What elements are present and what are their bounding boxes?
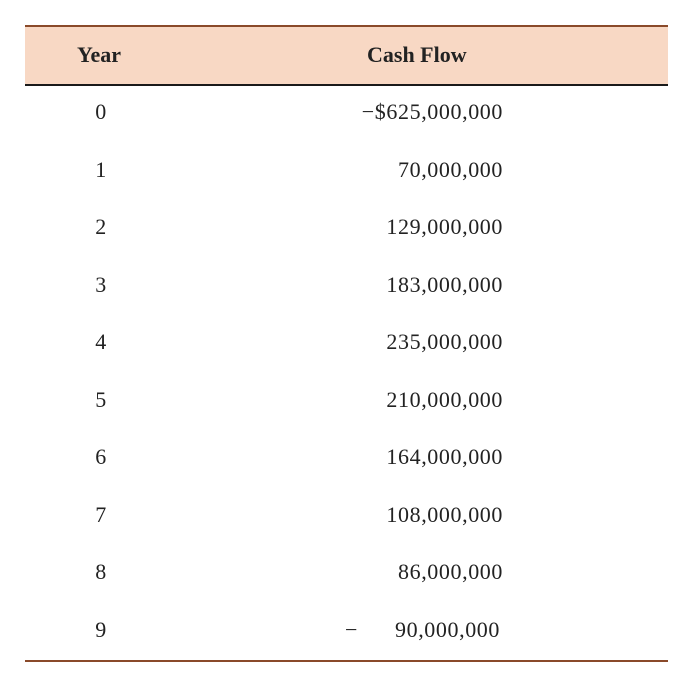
cash-flow-cell: −$625,000,000 <box>361 99 503 124</box>
year-cell: 6 <box>95 444 107 469</box>
table-row <box>25 316 668 374</box>
cash-flow-cell: 164,000,000 <box>386 444 503 469</box>
cash-flow-cell: 129,000,000 <box>386 214 503 239</box>
year-cell: 7 <box>95 501 107 527</box>
table-row <box>25 431 668 489</box>
table-row <box>25 546 668 604</box>
header-cash-flow: Cash Flow <box>367 42 467 67</box>
year-cell: 1 <box>95 156 107 182</box>
cash-flow-cell: 210,000,000 <box>386 386 503 412</box>
bottom-rule <box>25 660 668 662</box>
table-row <box>25 604 668 662</box>
year-cell: 2 <box>95 214 107 239</box>
table-row <box>25 201 668 259</box>
table-row <box>25 489 668 547</box>
cash-flow-cell: 108,000,000 <box>386 501 503 527</box>
table-body <box>25 86 668 661</box>
table-row <box>25 86 668 144</box>
year-cell: 4 <box>95 329 107 354</box>
cash-flow-cell: 183,000,000 <box>386 271 503 297</box>
cash-flow-table <box>25 25 668 661</box>
year-cell: 9 <box>95 616 107 642</box>
sign-cell: − <box>345 616 358 642</box>
cash-flow-cell: 70,000,000 <box>398 156 503 182</box>
cash-flow-cell: 235,000,000 <box>386 329 503 354</box>
table-header <box>25 27 668 86</box>
table-row <box>25 144 668 202</box>
year-cell: 5 <box>95 386 107 412</box>
table-row <box>25 374 668 432</box>
cash-flow-cell: 90,000,000 <box>395 616 500 642</box>
table-row <box>25 259 668 317</box>
year-cell: 0 <box>95 99 107 124</box>
year-cell: 8 <box>95 559 107 584</box>
header-year: Year <box>77 42 121 67</box>
year-cell: 3 <box>95 271 107 297</box>
cash-flow-cell: 86,000,000 <box>398 559 503 584</box>
